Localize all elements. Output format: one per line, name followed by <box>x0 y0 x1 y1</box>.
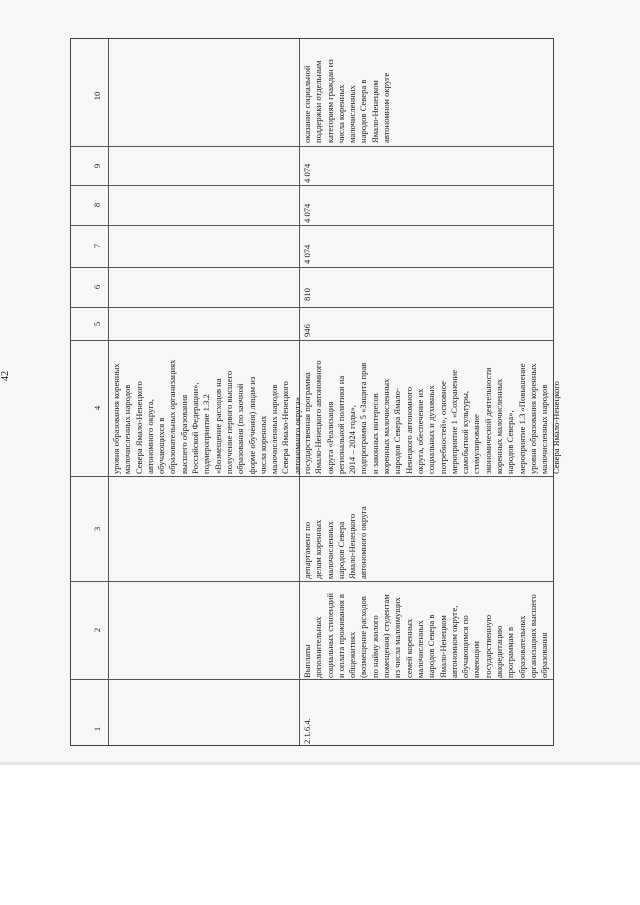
row-col4-text: государственная программа Ямало-Ненецкого автономного округа «Реализация региональной политики на 2014 – 2024 годы», подпрограмма 5 «Защита прав и законных интересов коренных малочисленных народов Севера Ямало- Ненецкого автономного округа, обеспечение их социальных и духовных потребностей», основное мероприятие 1 «Сохранение самобытной культуры, стимулирование экономической деятельности коренных малочисленных народов Севера», мероприятие 1.3 «Повышение уровня образования коренных малочисленных народов Севера Ямало-Ненецкого <box>302 360 561 474</box>
row-col10-text: оказание социальной поддержки отдельным категориям граждан из числа коренных малочисленных народов Севера в Ямало-Ненецком автономном округе <box>302 59 392 143</box>
header-col-9: 9 <box>92 163 102 169</box>
col-sep <box>71 679 553 680</box>
header-col-1: 1 <box>92 726 102 732</box>
header-col-8: 8 <box>92 202 102 208</box>
top-row-col4-text: уровня образования коренных малочисленных народов Севера Ямало-Ненецкого автономного округа, обучающихся в образовательных организациях высшего образования Российской Федерации», подмероприятие 1.3.2 «Возмещение расходов на получение первого высшего образования (по заочной форме обучения) лицам из числа коренных малочисленных народов Севера Ямало-Ненецкого автономного округа» <box>111 359 302 474</box>
header-col-7: 7 <box>92 243 102 249</box>
rotated-table <box>70 38 561 746</box>
row-col7-value: 4 074 <box>302 244 312 264</box>
col-sep <box>71 225 553 226</box>
col-sep <box>71 267 553 268</box>
page-edge <box>0 762 640 765</box>
row-col9-value: 4 074 <box>302 163 312 183</box>
header-col-4: 4 <box>92 405 102 411</box>
row-col8-value: 4 074 <box>302 203 312 223</box>
header-col-10: 10 <box>92 91 102 101</box>
row-col6-value: 810 <box>302 288 312 301</box>
header-col-3: 3 <box>92 526 102 532</box>
row-col5-value: 946 <box>302 324 312 337</box>
header-row-sep <box>108 39 109 745</box>
col-sep <box>71 185 553 186</box>
header-col-5: 5 <box>92 321 102 327</box>
page-number: 42 <box>0 371 11 381</box>
header-col-6: 6 <box>92 284 102 290</box>
row-col2-text: Выплаты дополнительных социальных стипендий и оплата проживания в общежитиях (возмещение расходов по найму жилого помещения) студентам из числа малоимущих семей коренных малочисленных народов Севера в Ямало-Ненецком автономном округе, обучающимся по имеющим государственную аккредитацию программам в образовательных организациях высшего образования <box>302 593 550 678</box>
col-sep <box>71 146 553 147</box>
row-col3-text: департамент по делам коренных малочисленных народов Севера Ямало-Ненецкого автономного округа <box>302 506 369 579</box>
header-col-2: 2 <box>92 627 102 633</box>
row-number: 2.1.6.4. <box>302 718 312 744</box>
col-sep <box>71 307 553 308</box>
